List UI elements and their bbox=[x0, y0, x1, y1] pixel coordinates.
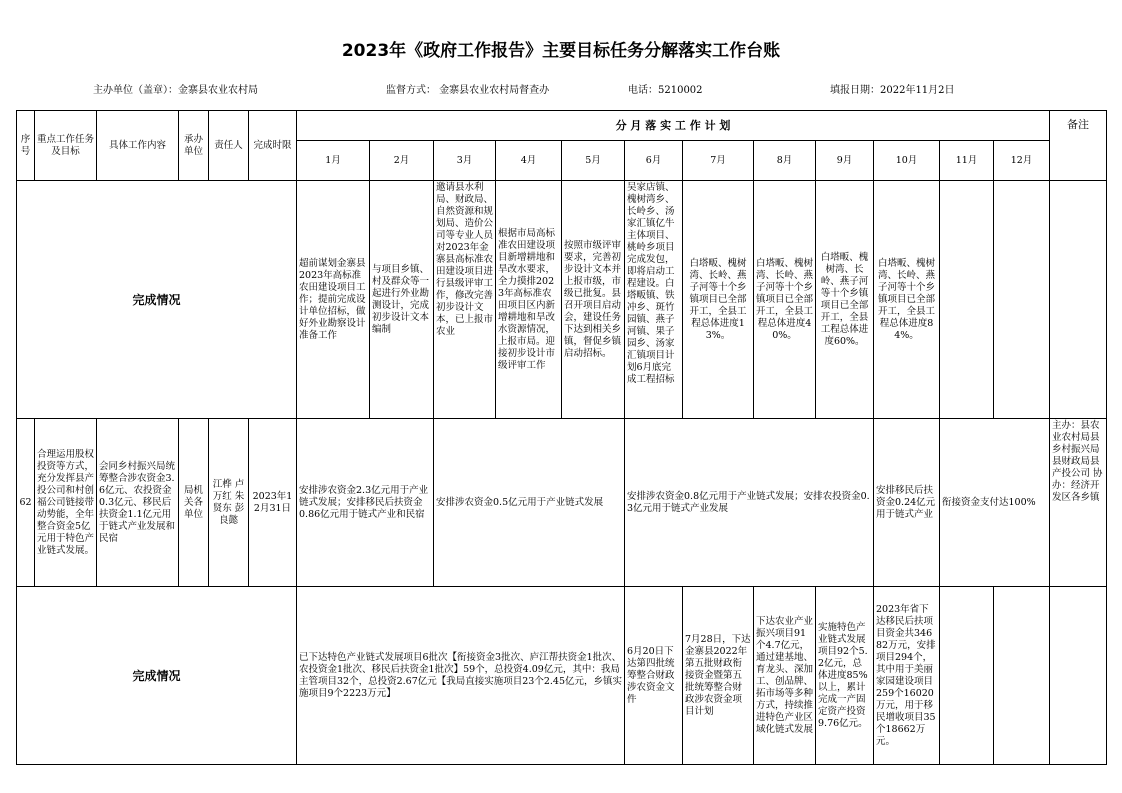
completion-cell-may: 按照市级评审要求，完善初步设计文本并上报市级，市级已批复。县召开项目启动会，建设任务下达到相关乡镇，督促乡镇启动招标。 bbox=[562, 181, 625, 419]
header-month: 9月 bbox=[816, 141, 874, 181]
header-month: 5月 bbox=[562, 141, 625, 181]
row-unit: 局机关各单位 bbox=[179, 419, 209, 587]
completion-cell-jun: 吴家店镇、槐树湾乡、长岭乡、汤家汇镇亿牛主体项目、桃岭乡项目完成发包，即将启动工程建设。白塔畈镇、铁冲乡、斑竹园镇、燕子河镇、果子园乡、汤家汇镇项目计划6月底完成工程招标 bbox=[625, 181, 683, 419]
plan-jun-sep: 安排涉农资金0.8亿元用于产业链式发展；安排农投资金0.3亿元用于链式产业发展 bbox=[625, 419, 874, 587]
header-month: 12月 bbox=[994, 141, 1050, 181]
header-month: 6月 bbox=[625, 141, 683, 181]
completion-cell-jan: 超前谋划金寨县2023年高标准农田建设项目工作；提前完成设计单位招标，做好外业勘察设计准备工作 bbox=[297, 181, 370, 419]
header-person: 责任人 bbox=[209, 111, 249, 181]
fill-date: 填报日期：2022年11月2日 bbox=[830, 85, 955, 96]
completion-cell-dec bbox=[994, 181, 1050, 419]
plan-oct: 安排移民后扶资金0.24亿元用于链式产业 bbox=[874, 419, 940, 587]
header-unit: 承办单位 bbox=[179, 111, 209, 181]
row-person: 江桦 卢万红 朱贤东 彭良懿 bbox=[209, 419, 249, 587]
header-content: 具体工作内容 bbox=[97, 111, 179, 181]
completion-cell-nov bbox=[940, 181, 994, 419]
header-deadline: 完成时限 bbox=[249, 111, 297, 181]
plan-jan-feb: 安排涉农资金2.3亿元用于产业链式发展；安排移民后扶资金0.86亿元用于链式产业和民宿 bbox=[297, 419, 434, 587]
completion-cell-nov bbox=[940, 587, 994, 765]
completion-cell-remark bbox=[1050, 181, 1107, 419]
phone: 电话：5210002 bbox=[628, 85, 703, 96]
completion-cell-aug: 下达农业产业振兴项目91个4.7亿元，通过建基地、育龙头、深加工、创品牌、拓市场等多种方式，持续推进特色产业区域化链式发展 bbox=[754, 587, 816, 765]
header-month: 10月 bbox=[874, 141, 940, 181]
header-task: 重点工作任务及目标 bbox=[35, 111, 97, 181]
plan-mar-may: 安排涉农资金0.5亿元用于产业链式发展 bbox=[434, 419, 625, 587]
task-ledger-table bbox=[16, 110, 1107, 765]
header-month: 2月 bbox=[370, 141, 434, 181]
plan-nov-dec: 衔接资金支付达100% bbox=[940, 419, 1050, 587]
completion-cell-aug: 白塔畈、槐树湾、长岭、燕子河等十个乡镇项目已全部开工，全县工程总体进度40%。 bbox=[754, 181, 816, 419]
header-remark: 备注 bbox=[1050, 111, 1107, 181]
completion-cell-dec bbox=[994, 587, 1050, 765]
header-month: 8月 bbox=[754, 141, 816, 181]
completion-cell-mar: 邀请县水利局、财政局、自然资源和规划局、造价公司等专业人员对2023年金寨县高标准农田建设项目进行县级评审工作，修改完善初步设计文本，已上报市农业 bbox=[434, 181, 496, 419]
completion-cell-jul: 7月28日，下达金寨县2022年第五批财政衔接资金暨第五批统筹整合财政涉农资金项目计划 bbox=[683, 587, 754, 765]
supervision-method: 监督方式： 金寨县农业农村局督查办 bbox=[386, 85, 550, 96]
page-title: 2023年《政府工作报告》主要目标任务分解落实工作台账 bbox=[341, 41, 781, 61]
row-seq: 62 bbox=[17, 419, 35, 587]
row-remark: 主办：县农业农村局县乡村振兴局县财政局县产投公司 协办：经济开发区各乡镇 bbox=[1050, 419, 1107, 587]
completion-cell-jul: 白塔畈、槐树湾、长岭、燕子河等十个乡镇项目已全部开工，全县工程总体进度13%。 bbox=[683, 181, 754, 419]
completion-cell-sep: 实施特色产业链式发展项目92个5.2亿元，总体进度85%以上，累计完成一产固定资产投资9.76亿元。 bbox=[816, 587, 874, 765]
row-content: 会同乡村振兴局统筹整合涉农资金3.6亿元、农投资金0.3亿元、移民后扶资金1.1亿元用于链式产业发展和民宿 bbox=[97, 419, 179, 587]
row-deadline: 2023年12月31日 bbox=[249, 419, 297, 587]
header-month: 4月 bbox=[496, 141, 562, 181]
completion-summary: 已下达特色产业链式发展项目6批次【衔接资金3批次、庐江帮扶资金1批次、农投资金1批次、移民后扶资金1批次】59个，总投资4.09亿元，其中：我局主管项目32个，总投资2.67亿元【我局直接实施项目23个2.45亿元，乡镇实施项目9个2223万元】 bbox=[297, 587, 625, 765]
sponsor-unit: 主办单位（盖章）：金寨县农业农村局 bbox=[93, 85, 258, 96]
header-seq: 序号 bbox=[17, 111, 35, 181]
header-month: 7月 bbox=[683, 141, 754, 181]
completion-cell-remark bbox=[1050, 587, 1107, 765]
header-month: 11月 bbox=[940, 141, 994, 181]
completion-cell-jun: 6月20日下达第四批统筹整合财政涉农资金文件 bbox=[625, 587, 683, 765]
completion-cell-sep: 白塔畈、槐树湾、长岭、燕子河等十个乡镇项目已全部开工，全县工程总体进度60%。 bbox=[816, 181, 874, 419]
completion-cell-apr: 根据市局高标准农田建设项目新增耕地和旱改水要求，全力摸排2023年高标准农田项目区内新增耕地和旱改水资源情况，上报市局。迎接初步设计市级评审工作 bbox=[496, 181, 562, 419]
completion-cell-oct: 2023年省下达移民后扶项目资金共34682万元，安排项目294个，其中用于美丽家园建设项目259个16020万元，用于移民增收项目35个18662万元。 bbox=[874, 587, 940, 765]
completion-label: 完成情况 bbox=[17, 181, 297, 419]
header-monthly-plan: 分 月 落 实 工 作 计 划 bbox=[297, 111, 1050, 141]
completion-cell-oct: 白塔畈、槐树湾、长岭、燕子河等十个乡镇项目已全部开工，全县工程总体进度84%。 bbox=[874, 181, 940, 419]
header-month: 1月 bbox=[297, 141, 370, 181]
completion-cell-feb: 与项目乡镇、村及群众等一起进行外业勘测设计，完成初步设计文本编制 bbox=[370, 181, 434, 419]
row-task: 合理运用股权投资等方式，充分发挥县产投公司和村创福公司链接带动势能，全年整合资金5亿元用于特色产业链式发展。 bbox=[35, 419, 97, 587]
completion-label: 完成情况 bbox=[17, 587, 297, 765]
header-month: 3月 bbox=[434, 141, 496, 181]
